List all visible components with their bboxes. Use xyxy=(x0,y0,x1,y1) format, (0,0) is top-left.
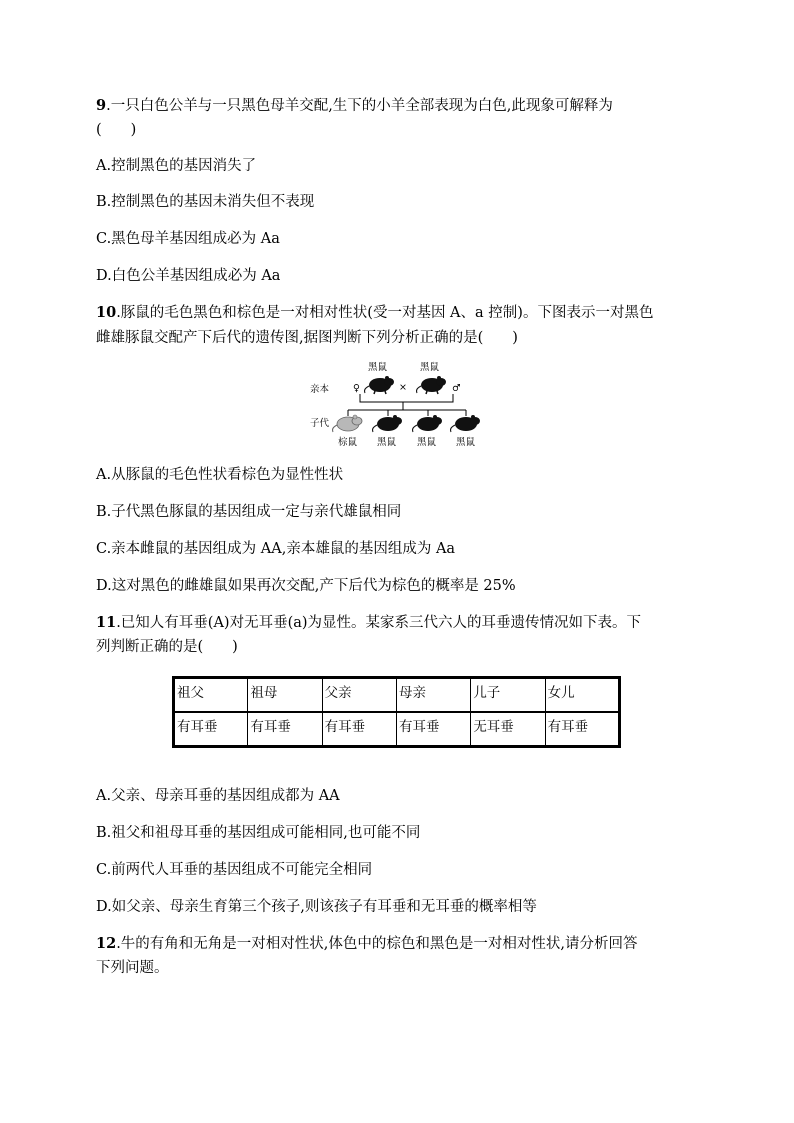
q10-option-a: A.从豚鼠的毛色性状看棕色为显性性状 xyxy=(96,467,344,483)
table-header-cell: 母亲 xyxy=(396,678,470,713)
table-header-cell: 女儿 xyxy=(545,678,619,713)
parent-male-mouse-icon xyxy=(417,376,447,394)
table-cell: 有耳垂 xyxy=(174,712,248,747)
offspring-name-4: 黑鼠 xyxy=(456,437,476,448)
parent-female-mouse-icon xyxy=(365,376,395,394)
q12-number: 12 xyxy=(96,935,117,952)
table-cell: 无耳垂 xyxy=(471,712,545,747)
q9-stem-text: .一只白色公羊与一只黑色母羊交配,生下的小羊全部表现为白色,此现象可解释为 xyxy=(106,98,613,114)
male-symbol: ♂ xyxy=(452,383,461,394)
parent-label: 亲本 xyxy=(310,384,330,395)
offspring-black-mouse-icon xyxy=(373,415,403,432)
table-cell: 有耳垂 xyxy=(396,712,470,747)
offspring-black-mouse-icon xyxy=(451,415,481,432)
q10-stem-text: .豚鼠的毛色黑色和棕色是一对相对性状(受一对基因 A、a 控制)。下图表示一对黑色 xyxy=(116,305,654,321)
female-symbol: ♀ xyxy=(353,383,360,394)
offspring-black-mouse-icon xyxy=(413,415,443,432)
table-cell: 有耳垂 xyxy=(545,712,619,747)
q9-stem-line2: ( ) xyxy=(96,122,137,138)
offspring-name-2: 黑鼠 xyxy=(377,437,397,448)
offspring-brown-mouse-icon xyxy=(333,415,363,432)
q11-stem-line1 xyxy=(96,613,641,633)
cross-symbol: × xyxy=(399,382,407,393)
parent-female-name: 黑鼠 xyxy=(368,362,388,373)
offspring-label: 子代 xyxy=(310,418,330,429)
q11-stem-text: .已知人有耳垂(A)对无耳垂(a)为显性。某家系三代六人的耳垂遗传情况如下表。下 xyxy=(116,615,642,631)
table-header-cell: 祖父 xyxy=(174,678,248,713)
q9-option-c: C.黑色母羊基因组成必为 Aa xyxy=(96,231,280,247)
q10-number: 10 xyxy=(96,304,117,321)
q9-option-b: B.控制黑色的基因未消失但不表现 xyxy=(96,194,315,210)
table-header-cell: 儿子 xyxy=(471,678,545,713)
q10-stem-line1 xyxy=(96,303,653,323)
q10-option-c: C.亲本雌鼠的基因组成为 AA,亲本雄鼠的基因组成为 Aa xyxy=(96,541,456,557)
q9-stem-line1 xyxy=(96,96,613,116)
inheritance-diagram xyxy=(300,360,500,452)
q10-stem-line2: 雌雄豚鼠交配产下后代的遗传图,据图判断下列分析正确的是( ) xyxy=(96,330,518,346)
table-row xyxy=(174,712,620,747)
parent-link-line xyxy=(360,394,453,402)
table-cell: 有耳垂 xyxy=(248,712,322,747)
q12-stem-line2: 下列问题。 xyxy=(96,960,169,976)
parent-male-name: 黑鼠 xyxy=(420,362,440,373)
q11-number: 11 xyxy=(96,614,117,631)
table-header-cell: 父亲 xyxy=(322,678,396,713)
q9-number: 9 xyxy=(96,97,107,114)
offspring-name-3: 黑鼠 xyxy=(417,437,437,448)
q11-option-a: A.父亲、母亲耳垂的基因组成都为 AA xyxy=(96,788,340,804)
q10-option-d: D.这对黑色的雌雄鼠如果再次交配,产下后代为棕色的概率是 25% xyxy=(96,578,516,594)
q11-option-c: C.前两代人耳垂的基因组成不可能完全相同 xyxy=(96,862,373,878)
q9-option-d: D.白色公羊基因组成必为 Aa xyxy=(96,268,281,284)
q12-stem-text: .牛的有角和无角是一对相对性状,体色中的棕色和黑色是一对相对性状,请分析回答 xyxy=(116,936,638,952)
q10-option-b: B.子代黑色豚鼠的基因组成一定与亲代雄鼠相同 xyxy=(96,504,402,520)
q11-option-d: D.如父亲、母亲生育第三个孩子,则该孩子有耳垂和无耳垂的概率相等 xyxy=(96,899,537,915)
q11-stem-line2: 列判断正确的是( ) xyxy=(96,639,238,655)
offspring-name-1: 棕鼠 xyxy=(338,437,358,448)
q9-option-a: A.控制黑色的基因消失了 xyxy=(96,158,257,174)
table-header-cell: 祖母 xyxy=(248,678,322,713)
q11-option-b: B.祖父和祖母耳垂的基因组成可能相同,也可能不同 xyxy=(96,825,421,841)
table-header-row xyxy=(174,678,620,713)
earlobe-table xyxy=(172,676,621,748)
q12-stem-line1 xyxy=(96,934,638,954)
table-cell: 有耳垂 xyxy=(322,712,396,747)
